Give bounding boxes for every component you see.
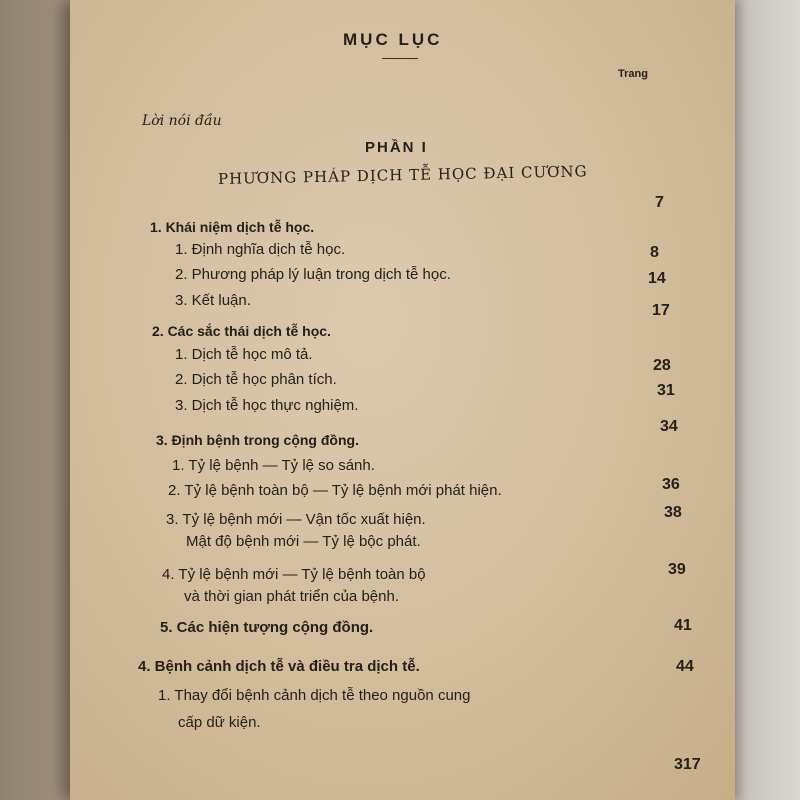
toc-page-number: 8 (650, 244, 659, 261)
title-underline (382, 58, 418, 59)
book-page (70, 0, 735, 800)
section-heading: 2. Các sắc thái dịch tễ học. (152, 323, 331, 339)
toc-entry: 1. Thay đổi bệnh cảnh dịch tễ theo nguồn cung (158, 687, 471, 704)
toc-page-number: 41 (674, 617, 692, 634)
toc-entry: 1. Định nghĩa dịch tễ học. (175, 241, 346, 258)
page-column-header: Trang (618, 68, 648, 80)
toc-entry: 3. Dịch tễ học thực nghiệm. (175, 397, 359, 414)
toc-page-number: 14 (648, 270, 666, 287)
toc-entry: 3. Tỷ lệ bệnh mới — Vận tốc xuất hiện. (166, 511, 426, 528)
intro-page-number: 7 (655, 194, 664, 211)
toc-page-number: 38 (664, 504, 682, 521)
toc-page-number: 31 (657, 382, 675, 399)
toc-entry: 1. Dịch tễ học mô tả. (175, 346, 313, 363)
toc-entry: 2. Phương pháp lý luận trong dịch tễ học. (175, 266, 451, 283)
toc-page-number: 17 (652, 302, 670, 319)
toc-entry: 2. Dịch tễ học phân tích. (175, 371, 337, 388)
toc-page-number: 34 (660, 418, 678, 435)
intro-entry: Lời nói đầu (142, 113, 222, 129)
toc-page-number: 28 (653, 357, 671, 374)
toc-page-number: 44 (676, 658, 694, 675)
section-heading: 4. Bệnh cảnh dịch tễ và điều tra dịch tễ. (138, 658, 420, 675)
toc-entry: 5. Các hiện tượng cộng đồng. (160, 619, 374, 636)
page-number: 317 (674, 756, 701, 773)
toc-page-number: 36 (662, 476, 680, 493)
toc-entry: 2. Tỷ lệ bệnh toàn bộ — Tỷ lệ bệnh mới phát hiện. (168, 482, 502, 499)
section-heading: 1. Khái niệm dịch tễ học. (150, 219, 315, 235)
toc-entry: 1. Tỷ lệ bệnh — Tỷ lệ so sánh. (172, 457, 375, 474)
toc-entry-continuation: Mật độ bệnh mới — Tỷ lệ bộc phát. (186, 533, 421, 550)
part-title: PHƯƠNG PHÁP DỊCH TỄ HỌC ĐẠI CƯƠNG (217, 162, 588, 188)
toc-entry: 3. Kết luận. (175, 292, 251, 309)
toc-page-number: 39 (668, 561, 686, 578)
part-label: PHẦN I (365, 139, 428, 156)
toc-title: MỤC LỤC (343, 30, 443, 49)
toc-entry: 4. Tỷ lệ bệnh mới — Tỷ lệ bệnh toàn bộ (162, 566, 426, 583)
toc-entry-continuation: cấp dữ kiện. (178, 714, 261, 731)
section-heading: 3. Định bệnh trong cộng đồng. (156, 432, 359, 448)
toc-entry-continuation: và thời gian phát triển của bệnh. (184, 588, 399, 605)
